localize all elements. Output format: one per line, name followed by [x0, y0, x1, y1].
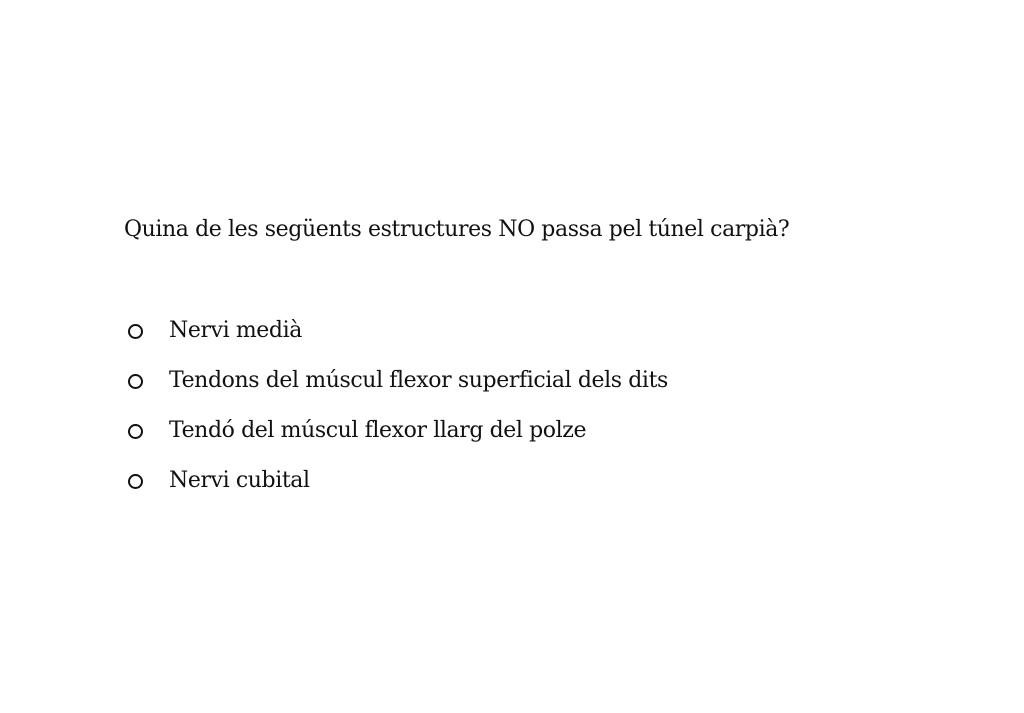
option-4[interactable] — [124, 465, 668, 515]
radio-circle-icon[interactable] — [128, 424, 143, 439]
option-label: Tendons del múscul flexor superficial dels dits — [169, 368, 668, 393]
option-label: Nervi cubital — [169, 468, 310, 493]
option-2[interactable] — [124, 365, 668, 415]
option-1[interactable] — [124, 315, 668, 365]
question-text: Quina de les següents estructures NO passa pel túnel carpià? — [124, 217, 790, 242]
option-label: Tendó del múscul flexor llarg del polze — [169, 418, 587, 443]
radio-circle-icon[interactable] — [128, 324, 143, 339]
option-label: Nervi medià — [169, 318, 302, 343]
radio-circle-icon[interactable] — [128, 374, 143, 389]
option-3[interactable] — [124, 415, 668, 465]
answer-options — [124, 315, 668, 515]
radio-circle-icon[interactable] — [128, 474, 143, 489]
